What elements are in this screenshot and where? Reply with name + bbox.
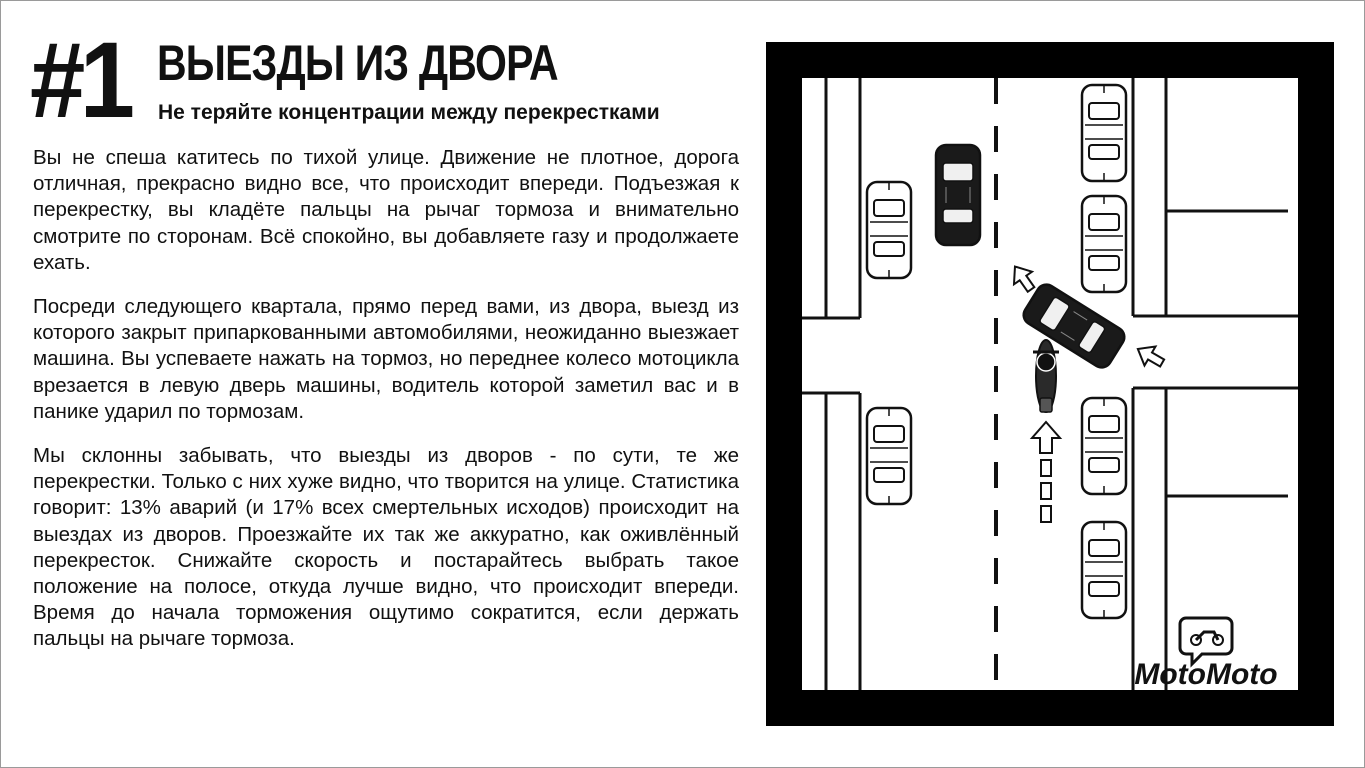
car-icon bbox=[1082, 522, 1126, 618]
paragraph-1: Вы не спеша катитесь по тихой улице. Движение не плотное, дорога отличная, прекрасно видно все, что происходит впереди. Подъезжая к перекрестку, вы кладёте пальцы на рычаг тормоза и внимательно смотрите по сторонам. Всё спокойно, вы добавляете газу и продолжаете ехать. bbox=[33, 146, 739, 274]
page-title: ВЫЕЗДЫ ИЗ ДВОРА bbox=[157, 35, 558, 91]
car-icon bbox=[936, 145, 980, 245]
car-icon bbox=[1082, 85, 1126, 181]
car-icon bbox=[867, 408, 911, 504]
article-body bbox=[33, 145, 739, 671]
paragraph-2: Посреди следующего квартала, прямо перед вами, из двора, выезд из которого закрыт припаркованными автомобилями, неожиданно выезжает машина. Вы успеваете нажать на тормоз, но переднее колесо мотоцикла врезается в левую дверь машины, водитель которой заметил вас и в панике ударил по тормозам. bbox=[33, 295, 739, 423]
page-subtitle: Не теряйте концентрации между перекрестками bbox=[158, 101, 660, 124]
street-diagram bbox=[802, 78, 1298, 690]
street-illustration bbox=[766, 42, 1334, 726]
car-icon bbox=[1082, 398, 1126, 494]
car-icon bbox=[867, 182, 911, 278]
car-icon bbox=[1082, 196, 1126, 292]
section-number: #1 bbox=[30, 19, 130, 140]
logo-text: MotoMoto bbox=[1134, 658, 1278, 690]
paragraph-3: Мы склонны забывать, что выезды из дворов - по сути, те же перекрестки. Только с них хуже видно, что творится на улице. Статистика говорит: 13% аварий (и 17% всех смертельных исходов) происходит на выездах из дворов. Проезжайте их так же аккуратно, как оживлённый перекресток. Снижайте скорость и постарайтесь выбрать такое положение на полосе, откуда лучше видно, что происходит впереди. Время до начала торможения ощутимо сократится, если держать пальцы на рычаге тормоза. bbox=[33, 444, 739, 651]
